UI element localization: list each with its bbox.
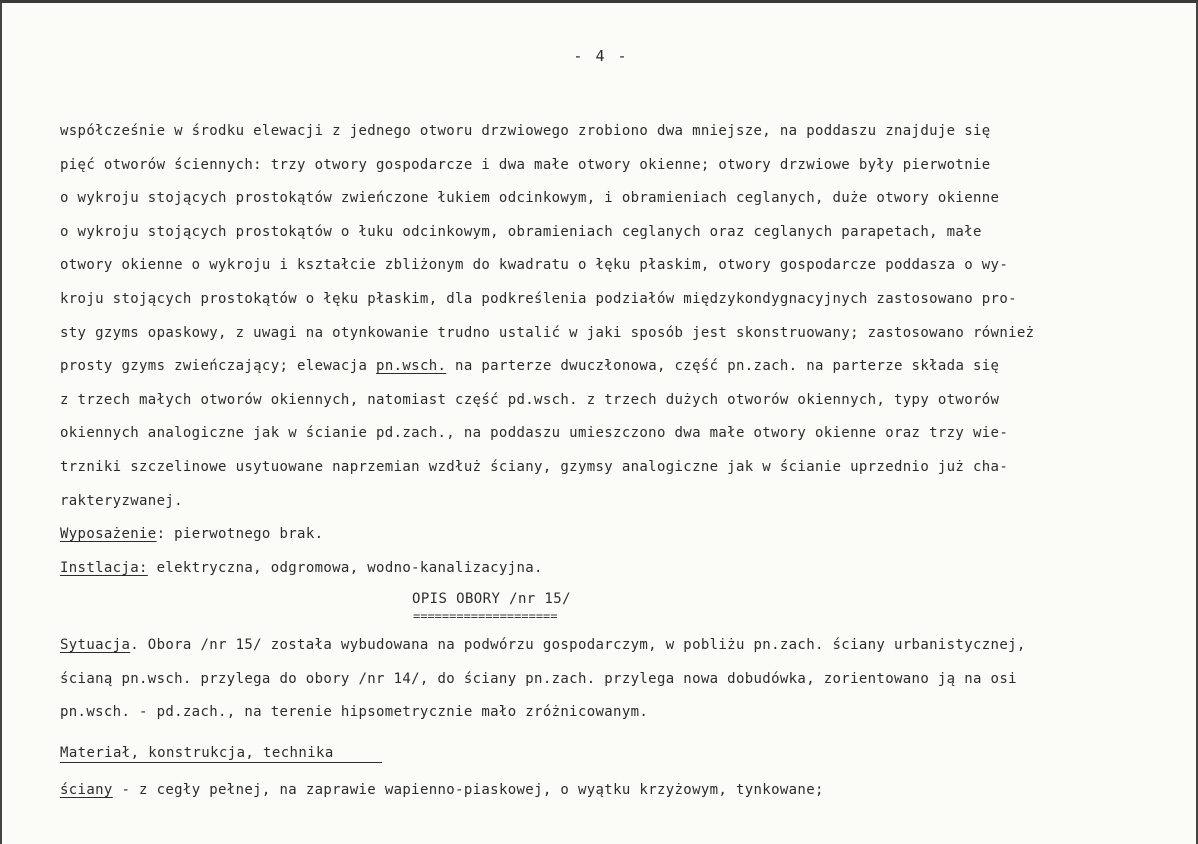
text-line: kroju stojących prostokątów o łęku płaskim, dla podkreślenia podziałów międzykondygnacyjnych zastosowano pro- <box>60 290 1017 307</box>
text-line: trzniki szczelinowe usytuowane naprzemian wzdłuż ściany, gzymsy analogiczne jak w ścianie uprzednio już cha- <box>60 458 1009 475</box>
material-heading: Materiał, konstrukcja, technika <box>60 745 334 761</box>
text-line <box>60 356 1192 390</box>
paragraph-elevation-description <box>60 121 1192 591</box>
walls-label: ściany <box>60 782 113 798</box>
equipment-label: Wyposażenie <box>60 526 157 543</box>
installation-label: Instlacja: <box>60 559 148 576</box>
text-fragment: . Obora /nr 15/ została wybudowana na podwórzu gospodarczym, w pobliżu pn.zach. ściany urbanistycznej, <box>130 637 1026 653</box>
section-heading: OPIS OBORY /nr 15/ <box>412 591 571 607</box>
equipment-line <box>60 524 1192 558</box>
underlined-direction: pn.wsch. <box>376 358 447 375</box>
equipment-text: : pierwotnego brak. <box>156 526 324 543</box>
text-line: z trzech małych otworów okiennych, natomiast część pd.wsch. z trzech dużych otworów okiennych, typy otworów <box>60 391 1000 408</box>
text-line: okiennych analogiczne jak w ścianie pd.zach., na poddaszu umieszczono dwa małe otwory okienne oraz trzy wie- <box>60 425 1009 442</box>
text-fragment: prosty gzyms zwieńczający; elewacja <box>60 358 368 375</box>
text-line: o wykroju stojących prostokątów o łuku odcinkowym, obramieniach ceglanych oraz ceglanych parapetach, małe <box>60 223 982 240</box>
text-line <box>60 635 1192 669</box>
situation-label: Sytuacja <box>60 637 131 653</box>
text-line: współcześnie w środku elewacji z jednego otworu drzwiowego zrobiono dwa mniejsze, na poddaszu znajduje się <box>60 123 991 139</box>
walls-text: - z cegły pełnej, na zaprawie wapienno-piaskowej, o wyątku krzyżowym, tynkowane; <box>112 782 824 798</box>
text-line: ścianą pn.wsch. przylega do obory /nr 14/, do ściany pn.zach. przylega nowa dobudówka, zorientowano ją na osi <box>60 670 1017 687</box>
paragraph-situation <box>60 635 1192 736</box>
text-fragment: na parterze dwuczłonowa, część pn.zach. na parterze składa się <box>446 358 1000 375</box>
material-heading-underline <box>60 762 382 763</box>
page-number: - 4 - <box>573 47 629 65</box>
installation-line <box>60 558 1192 592</box>
text-line: rakteryzwanej. <box>60 492 183 509</box>
installation-text: elektryczna, odgromowa, wodno-kanalizacyjna. <box>147 559 543 576</box>
text-line: pięć otworów ściennych: trzy otwory gospodarcze i dwa małe otwory okienne; otwory drzwiowe były pierwotnie <box>60 156 991 173</box>
section-heading-rule: ==================== <box>413 609 558 623</box>
text-line: otwory okienne o wykroju i kształcie zbliżonym do kwadratu o łęku płaskim, otwory gospodarcze poddasza o wy- <box>60 257 1009 274</box>
text-line: sty gzyms opaskowy, z uwagi na otynkowanie trudno ustalić w jaki sposób jest skonstruowany; zastosowano również <box>60 324 1035 341</box>
walls-line <box>60 782 824 798</box>
text-line: pn.wsch. - pd.zach., na terenie hipsometrycznie mało zróżnicowanym. <box>60 704 649 721</box>
text-line: o wykroju stojących prostokątów zwieńczone łukiem odcinkowym, i obramieniach ceglanych, duże otwory okienne <box>60 190 1000 207</box>
